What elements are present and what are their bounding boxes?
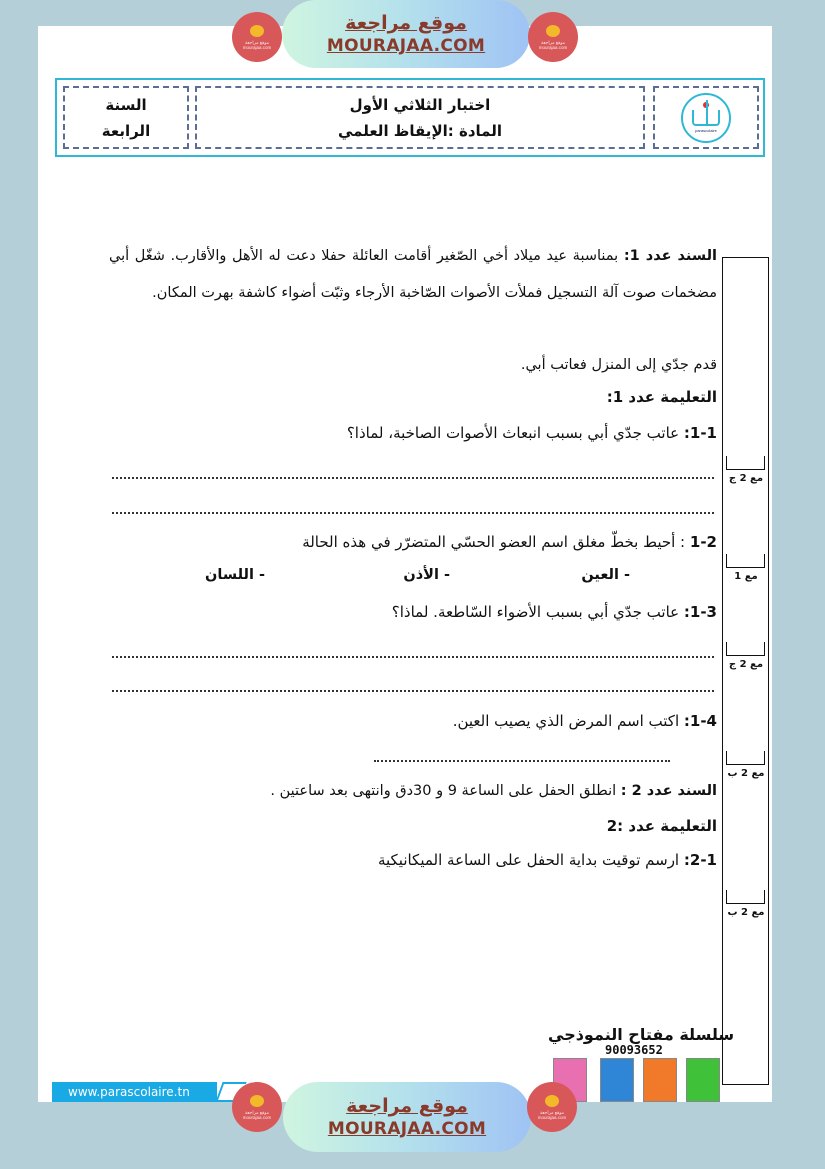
question-1-2: 1-2 : أحيط بخطّ مغلق اسم العضو الحسّي المتضرّر في هذه الحالة [302,533,717,551]
parascolaire-link[interactable]: www.parascolaire.tn [52,1082,217,1102]
title-box [195,86,645,149]
grading-column: مع 2 ج مع 1 مع 2 ج مع 2 ب مع 2 ب [722,257,769,1085]
logo-icon [546,25,560,37]
option-tongue[interactable]: - اللسان [205,567,265,583]
question-1-3: 1-3: عاتب جدّي أبي بسبب الأضواء السّاطعة. لماذا؟ [391,603,717,621]
option-eye[interactable]: - العين [581,567,630,583]
grade-box-2[interactable] [726,554,765,568]
book-thumbnail-2 [600,1058,634,1102]
exam-page [38,26,772,1102]
book-thumbnail-4 [686,1058,720,1102]
instruction-2-heading: التعليمة عدد :2 [606,817,717,835]
answer-line-1-3b[interactable] [112,690,714,692]
logo-icon [250,25,264,37]
year-label: السنة [105,95,147,114]
grade-box-5[interactable] [726,890,765,904]
series-title: سلسلة مفتاح النموذجي [548,1025,735,1044]
support-1-paragraph [109,238,717,312]
question-1-4: 1-4: اكتب اسم المرض الذي يصيب العين. [452,712,717,730]
logo-icon [250,1095,264,1107]
question-2-1: 2-1: ارسم توقيت بداية الحفل على الساعة الميكانيكية [377,851,717,869]
answer-line-1-4[interactable] [374,760,670,762]
mourajaa-banner-bottom[interactable]: موقع مراجعة MOURAJAA.COM [283,1082,531,1152]
grade-box-1[interactable] [726,456,765,470]
series-phone: 90093652 [605,1043,663,1057]
exam-header [55,78,765,157]
mourajaa-badge-right: موقع مراجعة mourajaa.com [528,12,578,62]
answer-line-1-3a[interactable] [112,656,714,658]
answer-line-1-1b[interactable] [112,512,714,514]
mourajaa-badge-left: موقع مراجعة mourajaa.com [232,12,282,62]
grade-box-3[interactable] [726,642,765,656]
support-2: السند عدد 2 : انطلق الحفل على الساعة 9 و 30دق وانتهى بعد ساعتين . [270,783,717,799]
mourajaa-badge-bottom-left: موقع مراجعة mourajaa.com [232,1082,282,1132]
grade-box [63,86,189,149]
mourajaa-badge-bottom-right: موقع مراجعة mourajaa.com [527,1082,577,1132]
book-thumbnail-3 [643,1058,677,1102]
question-1-1: 1-1: عاتب جدّي أبي بسبب انبعاث الأصوات الصاخبة، لماذا؟ [346,424,717,442]
instruction-1-heading: التعليمة عدد 1: [606,388,717,406]
support-1-text: بمناسبة عيد ميلاد أخي الصّغير أقامت العائلة حفلا دعت له الأهل والأقارب. شغّل أبي مضخمات صوت آلة التسجيل فملأت الأصوات الصّاخبة الأرجاء وثبّت أضواء كاشفة بهرت المكان. [109,248,717,301]
subject-title: المادة :الإيقاظ العلمي [337,121,502,140]
mourajaa-banner-top[interactable]: موقع مراجعة MOURAJAA.COM [282,0,530,68]
exam-title: اختبار الثلاثي الأول [349,95,491,114]
year-value: الرابعة [101,121,151,140]
support-1-follow: قدم جدّي إلى المنزل فعاتب أبي. [520,357,717,373]
support-1-label: السند عدد 1: [623,248,717,264]
logo-icon [545,1095,559,1107]
school-logo-icon: parascolaire [681,93,731,143]
answer-line-1-1a[interactable] [112,477,714,479]
grade-box-4[interactable] [726,751,765,765]
logo-box [653,86,759,149]
option-ear[interactable]: - الأذن [403,567,450,583]
